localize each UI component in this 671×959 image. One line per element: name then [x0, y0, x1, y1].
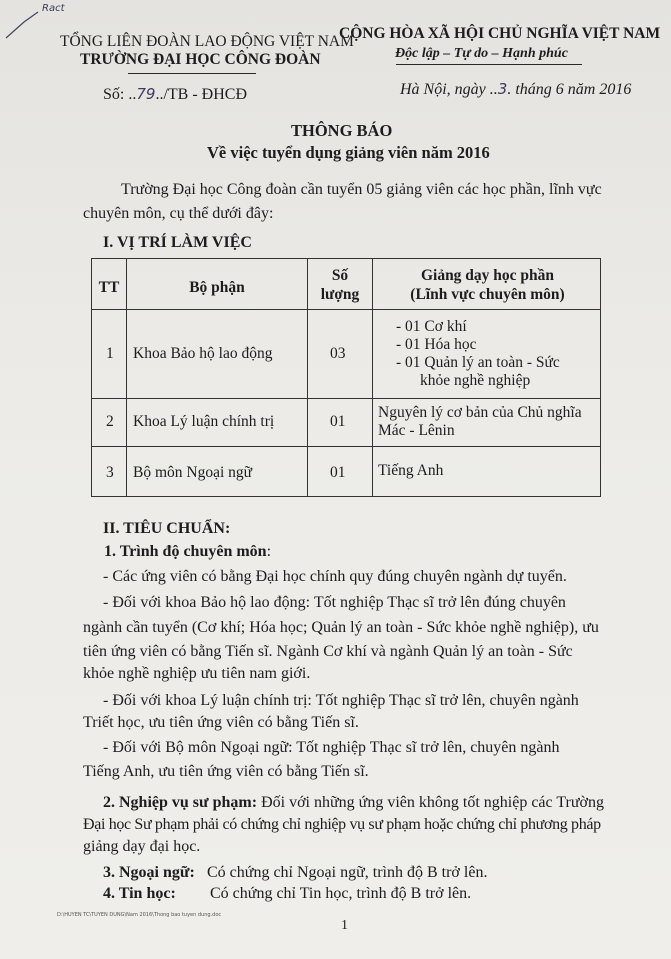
criterion-1-line-5: khỏe nghề nghiệp ưu tiên nam giới.	[83, 665, 311, 682]
positions-table	[91, 258, 601, 497]
table-row-3-qty: 01	[330, 464, 346, 481]
intro-line-2: chuyên môn, cụ thể dưới đây:	[83, 205, 274, 222]
page-number: 1	[341, 918, 348, 933]
table-row-2-subject-1: Nguyên lý cơ bản của Chủ nghĩa	[378, 404, 582, 421]
criterion-4-heading: 4. Tin học:	[103, 885, 176, 902]
national-motto: Độc lập – Tự do – Hạnh phúc	[395, 46, 568, 61]
table-row-3-subject-1: Tiếng Anh	[378, 462, 444, 479]
criterion-1-line-8: - Đối với Bộ môn Ngoại ngữ: Tốt nghiệp Thạc sĩ trở lên, chuyên ngành	[103, 739, 560, 756]
org-name: TRƯỜNG ĐẠI HỌC CÔNG ĐOÀN	[80, 51, 321, 68]
section-heading-criteria: II. TIÊU CHUẨN:	[103, 520, 231, 537]
criterion-1-line-2: - Đối với khoa Bảo hộ lao động: Tốt nghiệp Thạc sĩ trở lên đúng chuyên	[103, 594, 566, 611]
table-row-divider	[92, 309, 600, 310]
motto-underline	[396, 64, 582, 65]
table-row-3-tt: 3	[106, 464, 114, 481]
table-row-1-dept: Khoa Bảo hộ lao động	[133, 345, 273, 362]
table-header-qty: Số	[331, 267, 349, 284]
date-suffix: . tháng 6 năm 2016	[507, 81, 632, 98]
pen-stroke-mark	[4, 2, 44, 42]
org-parent-name: TỔNG LIÊN ĐOÀN LAO ĐỘNG VIỆT NAM	[60, 33, 354, 50]
criterion-1-line-4: tiên ứng viên có bằng Tiến sĩ. Ngành Cơ khí và ngành Quản lý an toàn - Sức	[83, 643, 573, 660]
document-subtitle: Về việc tuyển dụng giảng viên năm 2016	[207, 143, 490, 162]
table-row-2-tt: 2	[106, 413, 114, 430]
criterion-2	[103, 794, 604, 812]
criterion-1-heading: 1. Trình độ chuyên môn	[104, 543, 267, 560]
document-title: THÔNG BÁO	[291, 121, 393, 140]
table-row-2-qty: 01	[330, 413, 346, 430]
national-title: CỘNG HÒA XÃ HỘI CHỦ NGHĨA VIỆT NAM	[339, 25, 661, 42]
section-heading-positions: I. VỊ TRÍ LÀM VIỆC	[103, 234, 252, 251]
table-row-1-subject-1: - 01 Cơ khí	[396, 318, 467, 335]
table-row-1-subject-3: - 01 Quản lý an toàn - Sức	[396, 354, 560, 371]
criterion-2-line-3: giảng dạy đại học.	[83, 838, 201, 855]
document-number	[103, 85, 247, 104]
criterion-2-heading: 2. Nghiệp vụ sư phạm:	[103, 794, 258, 811]
document-date	[400, 80, 631, 99]
table-header-subject: Giảng dạy học phần	[420, 267, 555, 284]
criterion-1-line-1: - Các ứng viên có bằng Đại học chính quy đúng chuyên ngành dự tuyển.	[103, 568, 567, 585]
criterion-1-line-7: Triết học, ưu tiên ứng viên có bằng Tiến sĩ.	[83, 714, 359, 731]
doc-number-prefix: Số: ..	[103, 86, 137, 103]
table-row-1-tt: 1	[106, 345, 114, 362]
criterion-3-heading: 3. Ngoại ngữ:	[103, 864, 195, 881]
table-row-2-subject-2: Mác - Lênin	[378, 422, 455, 439]
intro-line-1: Trường Đại học Công đoàn cần tuyển 05 giảng viên các học phần, lĩnh vực	[121, 181, 602, 198]
table-header-subject-2: (Lĩnh vực chuyên môn)	[410, 286, 565, 303]
table-row-1-subject-3-cont: khỏe nghề nghiệp	[420, 372, 531, 389]
footer-file-path: D:\HUYEN TC\TUYEN DUNG\Nam 2016\Thong bao tuyen dung.doc	[57, 912, 222, 918]
table-header-dept: Bộ phận	[189, 279, 245, 296]
table-row-divider	[92, 398, 600, 399]
criterion-2-line-1: Đối với những ứng viên không tốt nghiệp các Trường	[257, 794, 604, 811]
table-row-3-dept: Bộ môn Ngoại ngữ	[133, 464, 253, 481]
handwritten-mark: Ract	[42, 3, 65, 14]
criterion-1-colon: :	[266, 543, 272, 560]
criterion-1	[104, 543, 271, 561]
criterion-2-line-2: Đại học Sư phạm phải có chứng chỉ nghiệp vụ sư phạm hoặc chứng chỉ phương pháp	[83, 816, 601, 833]
table-row-1-subject-2: - 01 Hóa học	[396, 336, 477, 353]
org-underline	[128, 73, 256, 74]
criterion-1-line-3: ngành cần tuyển (Cơ khí; Hóa học; Quản lý an toàn - Sức khỏe nghề nghiệp), ưu	[83, 619, 599, 636]
table-row-1-qty: 03	[330, 345, 346, 362]
table-header-tt: TT	[98, 279, 120, 296]
table-header-qty-2: lượng	[320, 286, 360, 303]
criterion-3-text: Có chứng chỉ Ngoại ngữ, trình độ B trở lên.	[207, 864, 488, 881]
table-row-divider	[92, 446, 600, 447]
criterion-4-text: Có chứng chỉ Tin học, trình độ B trở lên.	[210, 885, 472, 902]
date-prefix: Hà Nội, ngày ..	[400, 81, 498, 98]
criterion-1-line-6: - Đối với khoa Lý luận chính trị: Tốt nghiệp Thạc sĩ trở lên, chuyên ngành	[103, 692, 579, 709]
doc-number-suffix: ../TB - ĐHCĐ	[155, 86, 247, 103]
doc-number-handwritten: 79	[136, 85, 156, 103]
date-day-handwritten: 3	[497, 80, 508, 98]
criterion-1-line-9: Tiếng Anh, ưu tiên ứng viên có bằng Tiến sĩ.	[83, 763, 369, 780]
table-row-2-dept: Khoa Lý luận chính trị	[133, 413, 275, 430]
